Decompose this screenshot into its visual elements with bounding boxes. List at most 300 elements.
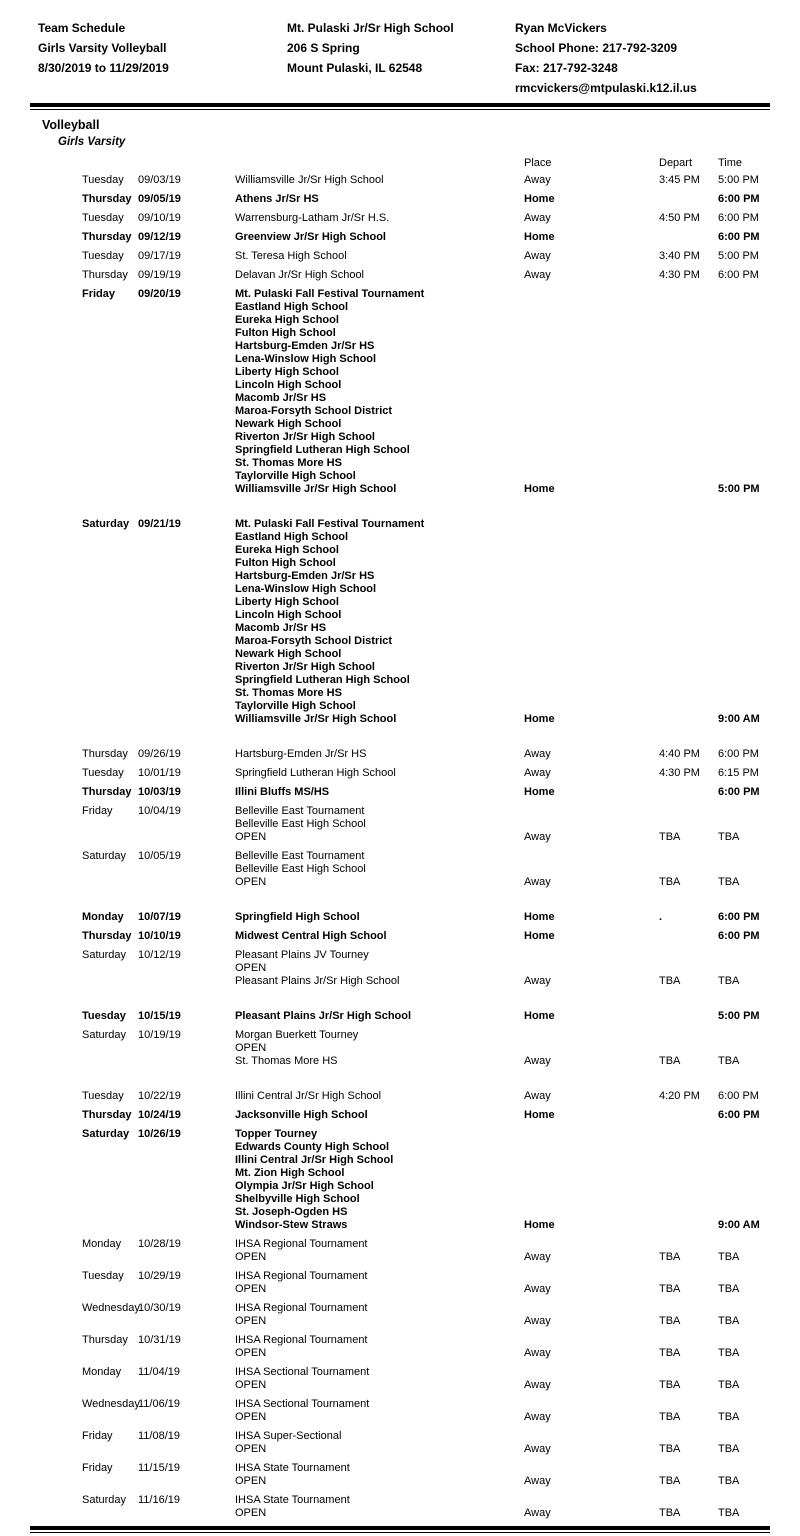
game-depart: 4:30 PM: [659, 269, 700, 281]
game-day: Thursday: [82, 269, 128, 281]
game-date: 10/22/19: [138, 1090, 181, 1102]
opponent-line: Eureka High School: [235, 544, 339, 556]
game-time: 9:00 AM: [718, 713, 760, 725]
game-day: Wednesday: [82, 1398, 140, 1410]
game-time: TBA: [718, 1055, 740, 1067]
game-day: Thursday: [82, 930, 132, 942]
game-place: Away: [524, 975, 551, 987]
opponent-cell: [235, 1462, 524, 1488]
opponent-cell: [235, 767, 524, 780]
opponent-cell: [235, 850, 524, 889]
opponent-line: Springfield Lutheran High School: [235, 444, 410, 456]
schedule-row: [82, 1238, 770, 1264]
game-day: Tuesday: [82, 212, 124, 224]
game-time: 9:00 AM: [718, 1219, 760, 1231]
schedule-row: [82, 288, 770, 496]
game-date: 10/29/19: [138, 1270, 181, 1282]
game-date: 10/15/19: [138, 1010, 181, 1022]
game-place: Away: [524, 1347, 551, 1359]
schedule-row: [82, 748, 770, 761]
game-date: 10/01/19: [138, 767, 181, 779]
game-day: Friday: [82, 1462, 113, 1474]
game-time: 6:00 PM: [718, 231, 760, 243]
opponent-cell: [235, 1010, 524, 1023]
game-depart: TBA: [659, 1475, 681, 1487]
game-depart: 4:50 PM: [659, 212, 700, 224]
game-time: TBA: [718, 1251, 740, 1263]
game-depart: 4:30 PM: [659, 767, 700, 779]
game-place: Away: [524, 174, 551, 186]
game-date: 09/19/19: [138, 269, 181, 281]
game-time: 6:00 PM: [718, 269, 759, 281]
opponent-line: OPEN: [235, 1315, 267, 1327]
game-time: TBA: [718, 876, 740, 888]
game-time: TBA: [718, 1347, 740, 1359]
contact-fax: Fax: 217-792-3248: [515, 61, 618, 75]
game-place: Away: [524, 212, 551, 224]
report-date-range: 8/30/2019 to 11/29/2019: [38, 61, 169, 75]
opponent-cell: [235, 250, 524, 263]
schedule-row: [82, 1398, 770, 1424]
opponent-line: Newark High School: [235, 418, 342, 430]
opponent-line: Maroa-Forsyth School District: [235, 635, 393, 647]
game-date: 09/12/19: [138, 231, 181, 243]
game-depart: TBA: [659, 1283, 681, 1295]
game-day: Tuesday: [82, 250, 124, 262]
opponent-cell: [235, 1398, 524, 1424]
opponent-line: Lena-Winslow High School: [235, 353, 377, 365]
opponent-cell: [235, 212, 524, 225]
opponent-line: Mt. Pulaski Fall Festival Tournament: [235, 518, 425, 530]
game-day: Saturday: [82, 850, 127, 862]
game-place: Home: [524, 483, 555, 495]
game-depart: TBA: [659, 831, 681, 843]
opponent-cell: [235, 1334, 524, 1360]
opponent-line: Illini Central Jr/Sr High School: [235, 1154, 394, 1166]
opponent-line: Lincoln High School: [235, 379, 342, 391]
game-day: Monday: [82, 911, 124, 923]
opponent-line: St. Thomas More HS: [235, 687, 342, 699]
game-place: Away: [524, 1411, 551, 1423]
opponent-line: Lincoln High School: [235, 609, 342, 621]
divider-top: [30, 103, 770, 110]
schedule-row: [82, 174, 770, 187]
divider-bottom: [30, 1526, 770, 1533]
game-time: 6:00 PM: [718, 212, 759, 224]
school-name: Mt. Pulaski Jr/Sr High School: [287, 21, 454, 35]
game-date: 10/10/19: [138, 930, 181, 942]
schedule-row: [82, 786, 770, 799]
opponent-cell: [235, 174, 524, 187]
opponent-line: Illini Central Jr/Sr High School: [235, 1090, 382, 1102]
game-place: Home: [524, 930, 555, 942]
opponent-line: St. Thomas More HS: [235, 1055, 338, 1067]
game-time: 6:00 PM: [718, 1109, 760, 1121]
opponent-line: Delavan Jr/Sr High School: [235, 269, 365, 281]
schedule-row: [82, 1090, 770, 1103]
team-title: Girls Varsity: [58, 136, 126, 148]
opponent-line: Olympia Jr/Sr High School: [235, 1180, 374, 1192]
game-depart: TBA: [659, 1315, 681, 1327]
opponent-line: OPEN: [235, 1475, 267, 1487]
schedule-row: [82, 930, 770, 943]
contact-name: Ryan McVickers: [515, 21, 607, 35]
game-depart: .: [659, 911, 663, 923]
game-place: Home: [524, 193, 555, 205]
schedule-row: [82, 1029, 770, 1068]
game-date: 10/07/19: [138, 911, 181, 923]
opponent-cell: [235, 231, 524, 244]
game-place: Home: [524, 713, 555, 725]
report-title: Team Schedule: [38, 21, 126, 35]
school-address-line2: Mount Pulaski, IL 62548: [287, 61, 423, 75]
column-header-opponent-spacer: [235, 157, 524, 170]
schedule-row: [82, 269, 770, 282]
sport-title: Volleyball: [42, 118, 100, 132]
opponent-line: Liberty High School: [235, 596, 339, 608]
opponent-line: OPEN: [235, 1507, 267, 1519]
opponent-line: Maroa-Forsyth School District: [235, 405, 393, 417]
game-depart: TBA: [659, 1443, 681, 1455]
game-day: Monday: [82, 1366, 122, 1378]
game-date: 09/05/19: [138, 193, 181, 205]
game-time: TBA: [718, 1379, 740, 1391]
schedule-row: [82, 231, 770, 244]
game-day: Thursday: [82, 1334, 128, 1346]
opponent-line: Hartsburg-Emden Jr/Sr HS: [235, 570, 375, 582]
game-time: 6:00 PM: [718, 193, 760, 205]
opponent-line: Macomb Jr/Sr HS: [235, 622, 327, 634]
game-place: Home: [524, 786, 555, 798]
game-day: Tuesday: [82, 174, 124, 186]
opponent-line: Greenview Jr/Sr High School: [235, 231, 386, 243]
opponent-line: Fulton High School: [235, 327, 336, 339]
opponent-line: Williamsville Jr/Sr High School: [235, 174, 384, 186]
game-day: Saturday: [82, 1029, 127, 1041]
game-day: Friday: [82, 288, 116, 300]
game-time: TBA: [718, 975, 740, 987]
opponent-line: OPEN: [235, 831, 267, 843]
game-time: 5:00 PM: [718, 174, 759, 186]
opponent-line: Belleville East High School: [235, 863, 366, 875]
game-depart: TBA: [659, 975, 681, 987]
game-date: 11/04/19: [138, 1366, 181, 1378]
game-time: 6:00 PM: [718, 911, 760, 923]
opponent-line: Belleville East Tournament: [235, 805, 365, 817]
opponent-cell: [235, 1302, 524, 1328]
game-place: Away: [524, 1379, 551, 1391]
schedule-row: [82, 1462, 770, 1488]
opponent-cell: [235, 786, 524, 799]
opponent-line: Belleville East High School: [235, 818, 366, 830]
game-depart: TBA: [659, 876, 681, 888]
schedule-row: [82, 805, 770, 844]
opponent-line: Eastland High School: [235, 531, 349, 543]
game-date: 09/21/19: [138, 518, 181, 530]
opponent-line: IHSA Regional Tournament: [235, 1334, 368, 1346]
game-depart: TBA: [659, 1507, 681, 1519]
opponent-line: Riverton Jr/Sr High School: [235, 431, 375, 443]
game-day: Friday: [82, 805, 113, 817]
game-place: Away: [524, 1055, 551, 1067]
game-day: Wednesday: [82, 1302, 140, 1314]
contact-email: rmcvickers@mtpulaski.k12.il.us: [515, 81, 697, 95]
opponent-line: IHSA Regional Tournament: [235, 1238, 368, 1250]
game-day: Thursday: [82, 748, 128, 760]
opponent-line: OPEN: [235, 1283, 267, 1295]
game-place: Away: [524, 1443, 551, 1455]
game-date: 11/06/19: [138, 1398, 181, 1410]
game-place: Away: [524, 831, 551, 843]
opponent-line: OPEN: [235, 1251, 267, 1263]
opponent-line: Springfield Lutheran High School: [235, 674, 410, 686]
column-header-depart: Depart: [659, 157, 693, 169]
game-date: 10/05/19: [138, 850, 181, 862]
game-day: Saturday: [82, 1494, 127, 1506]
opponent-line: Athens Jr/Sr HS: [235, 193, 319, 205]
opponent-line: OPEN: [235, 1411, 267, 1423]
opponent-line: St. Thomas More HS: [235, 457, 342, 469]
opponent-line: Illini Bluffs MS/HS: [235, 786, 330, 798]
game-date: 10/24/19: [138, 1109, 181, 1121]
game-date: 10/03/19: [138, 786, 181, 798]
game-date: 10/04/19: [138, 805, 181, 817]
game-date: 11/15/19: [138, 1462, 181, 1474]
schedule-row: [82, 1366, 770, 1392]
game-place: Away: [524, 1251, 551, 1263]
opponent-cell: [235, 269, 524, 282]
opponent-cell: [235, 1090, 524, 1103]
game-day: Tuesday: [82, 1090, 124, 1102]
opponent-line: Shelbyville High School: [235, 1193, 360, 1205]
school-address-line1: 206 S Spring: [287, 41, 360, 55]
schedule-row: [82, 850, 770, 889]
opponent-line: Riverton Jr/Sr High School: [235, 661, 375, 673]
game-date: 10/31/19: [138, 1334, 181, 1346]
game-date: 11/16/19: [138, 1494, 181, 1506]
opponent-line: Windsor-Stew Straws: [235, 1219, 348, 1231]
game-place: Away: [524, 1475, 551, 1487]
schedule-row: [82, 1270, 770, 1296]
schedule-row: [82, 1494, 770, 1520]
opponent-line: Springfield Lutheran High School: [235, 767, 396, 779]
game-date: 10/19/19: [138, 1029, 181, 1041]
schedule-row: [82, 212, 770, 225]
opponent-line: IHSA Regional Tournament: [235, 1302, 368, 1314]
opponent-line: Mt. Zion High School: [235, 1167, 345, 1179]
opponent-line: Macomb Jr/Sr HS: [235, 392, 327, 404]
column-header-day-spacer: [82, 157, 138, 170]
opponent-cell: [235, 1109, 524, 1122]
schedule-row: [82, 518, 770, 726]
report-subtitle: Girls Varsity Volleyball: [38, 41, 167, 55]
opponent-line: Pleasant Plains JV Tourney: [235, 949, 369, 961]
opponent-line: IHSA Regional Tournament: [235, 1270, 368, 1282]
game-date: 09/26/19: [138, 748, 181, 760]
opponent-line: Hartsburg-Emden Jr/Sr HS: [235, 340, 375, 352]
column-header-date-spacer: [138, 157, 235, 170]
game-place: Away: [524, 748, 551, 760]
game-place: Home: [524, 1109, 555, 1121]
game-place: Away: [524, 1507, 551, 1519]
game-depart: TBA: [659, 1411, 681, 1423]
opponent-line: Fulton High School: [235, 557, 336, 569]
opponent-line: Hartsburg-Emden Jr/Sr HS: [235, 748, 367, 760]
game-day: Friday: [82, 1430, 113, 1442]
opponent-line: Lena-Winslow High School: [235, 583, 377, 595]
game-place: Away: [524, 876, 551, 888]
game-day: Tuesday: [82, 1270, 124, 1282]
opponent-line: Eastland High School: [235, 301, 349, 313]
game-depart: 3:45 PM: [659, 174, 700, 186]
game-time: TBA: [718, 1315, 740, 1327]
opponent-line: Pleasant Plains Jr/Sr High School: [235, 975, 400, 987]
opponent-line: OPEN: [235, 962, 267, 974]
game-depart: 4:20 PM: [659, 1090, 700, 1102]
opponent-line: Midwest Central High School: [235, 930, 387, 942]
game-date: 10/12/19: [138, 949, 181, 961]
opponent-line: Taylorville High School: [235, 470, 356, 482]
schedule-row: [82, 1128, 770, 1232]
game-time: TBA: [718, 1283, 740, 1295]
opponent-line: Mt. Pulaski Fall Festival Tournament: [235, 288, 425, 300]
game-place: Away: [524, 767, 551, 779]
game-time: 6:15 PM: [718, 767, 759, 779]
report-header: [30, 18, 770, 98]
opponent-line: Jacksonville High School: [235, 1109, 368, 1121]
opponent-line: Taylorville High School: [235, 700, 356, 712]
game-day: Saturday: [82, 1128, 130, 1140]
opponent-line: Topper Tourney: [235, 1128, 318, 1140]
opponent-line: Warrensburg-Latham Jr/Sr H.S.: [235, 212, 390, 224]
schedule-row: [82, 949, 770, 988]
game-date: 09/03/19: [138, 174, 181, 186]
game-time: 5:00 PM: [718, 250, 759, 262]
schedule-row: [82, 1430, 770, 1456]
opponent-cell: [235, 518, 524, 726]
column-header-time: Time: [718, 157, 743, 169]
column-header-place: Place: [524, 157, 552, 169]
opponent-line: OPEN: [235, 1443, 267, 1455]
opponent-line: IHSA Sectional Tournament: [235, 1366, 370, 1378]
game-time: TBA: [718, 1475, 740, 1487]
game-place: Home: [524, 911, 555, 923]
opponent-line: St. Joseph-Ogden HS: [235, 1206, 348, 1218]
schedule-row: [82, 250, 770, 263]
report-title-block: [38, 18, 287, 98]
contact-phone: School Phone: 217-792-3209: [515, 41, 678, 55]
opponent-line: Williamsville Jr/Sr High School: [235, 483, 397, 495]
game-place: Home: [524, 1219, 555, 1231]
schedule-rows: [30, 174, 770, 1520]
game-place: Away: [524, 1090, 551, 1102]
game-place: Away: [524, 1315, 551, 1327]
game-place: Home: [524, 231, 555, 243]
game-depart: TBA: [659, 1347, 681, 1359]
game-date: 09/17/19: [138, 250, 181, 262]
opponent-line: Liberty High School: [235, 366, 339, 378]
game-day: Tuesday: [82, 1010, 126, 1022]
game-time: TBA: [718, 1411, 740, 1423]
opponent-line: OPEN: [235, 1379, 267, 1391]
schedule-row: [82, 767, 770, 780]
opponent-line: Morgan Buerkett Tourney: [235, 1029, 359, 1041]
opponent-line: IHSA State Tournament: [235, 1462, 350, 1474]
opponent-line: OPEN: [235, 1347, 267, 1359]
opponent-cell: [235, 911, 524, 924]
game-date: 10/30/19: [138, 1302, 181, 1314]
opponent-line: Eureka High School: [235, 314, 339, 326]
opponent-cell: [235, 1270, 524, 1296]
game-depart: 3:40 PM: [659, 250, 700, 262]
game-date: 10/28/19: [138, 1238, 181, 1250]
game-date: 09/20/19: [138, 288, 181, 300]
opponent-cell: [235, 193, 524, 206]
opponent-cell: [235, 288, 524, 496]
column-headers: [82, 157, 770, 170]
game-time: 5:00 PM: [718, 483, 760, 495]
game-time: TBA: [718, 1443, 740, 1455]
game-depart: TBA: [659, 1251, 681, 1263]
game-day: Saturday: [82, 949, 127, 961]
opponent-cell: [235, 930, 524, 943]
game-time: TBA: [718, 1507, 740, 1519]
opponent-line: IHSA Sectional Tournament: [235, 1398, 370, 1410]
opponent-line: Williamsville Jr/Sr High School: [235, 713, 397, 725]
opponent-cell: [235, 1366, 524, 1392]
game-place: Away: [524, 1283, 551, 1295]
game-time: 6:00 PM: [718, 786, 760, 798]
schedule-row: [82, 1109, 770, 1122]
game-day: Thursday: [82, 786, 132, 798]
school-address-block: [287, 18, 515, 98]
opponent-line: IHSA Super-Sectional: [235, 1430, 342, 1442]
opponent-cell: [235, 949, 524, 988]
opponent-cell: [235, 1238, 524, 1264]
game-depart: 4:40 PM: [659, 748, 700, 760]
opponent-cell: [235, 1494, 524, 1520]
schedule-row: [82, 193, 770, 206]
game-time: 6:00 PM: [718, 930, 760, 942]
opponent-line: Springfield High School: [235, 911, 360, 923]
opponent-line: Pleasant Plains Jr/Sr High School: [235, 1010, 412, 1022]
opponent-cell: [235, 1029, 524, 1068]
game-day: Tuesday: [82, 767, 124, 779]
schedule-row: [82, 1334, 770, 1360]
opponent-cell: [235, 748, 524, 761]
game-time: TBA: [718, 831, 740, 843]
schedule-row: [82, 1302, 770, 1328]
game-depart: TBA: [659, 1055, 681, 1067]
opponent-cell: [235, 1128, 524, 1232]
opponent-cell: [235, 805, 524, 844]
game-date: 09/10/19: [138, 212, 181, 224]
contact-block: [515, 18, 770, 98]
opponent-line: Belleville East Tournament: [235, 850, 365, 862]
opponent-line: IHSA State Tournament: [235, 1494, 350, 1506]
game-day: Saturday: [82, 518, 130, 530]
game-place: Home: [524, 1010, 555, 1022]
game-place: Away: [524, 269, 551, 281]
opponent-line: Newark High School: [235, 648, 342, 660]
game-date: 11/08/19: [138, 1430, 181, 1442]
game-depart: TBA: [659, 1379, 681, 1391]
game-date: 10/26/19: [138, 1128, 181, 1140]
opponent-line: St. Teresa High School: [235, 250, 347, 262]
game-day: Monday: [82, 1238, 122, 1250]
game-time: 6:00 PM: [718, 1090, 759, 1102]
opponent-line: OPEN: [235, 1042, 267, 1054]
